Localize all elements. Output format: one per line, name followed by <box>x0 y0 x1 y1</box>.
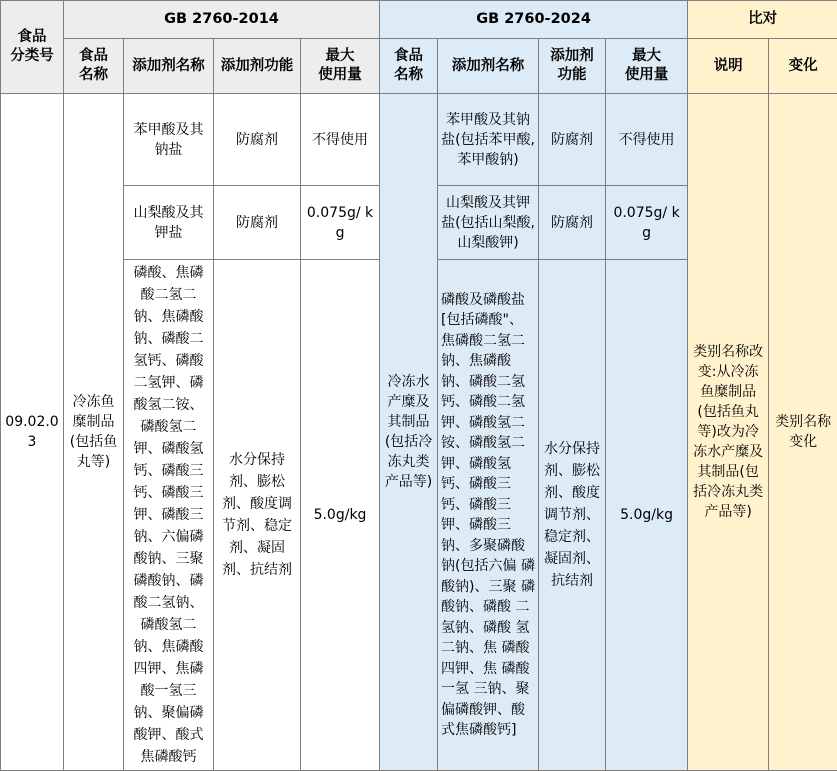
old-additive-function-cell: 防腐剂 <box>214 94 301 186</box>
table-row <box>1 94 837 186</box>
header-old-additive-name: 添加剂名称 <box>124 39 214 94</box>
new-max-usage-cell: 0.075g/ kg <box>606 186 688 260</box>
new-additive-function-cell: 防腐剂 <box>539 186 606 260</box>
header-food-code: 食品 分类号 <box>1 1 64 94</box>
old-max-usage-cell: 5.0g/kg <box>301 260 380 771</box>
new-additive-function-cell: 水分保持 剂、膨松 剂、酸度调节剂、 稳定剂、 凝固剂、抗结剂 <box>539 260 606 771</box>
old-food-name-cell: 冷冻鱼糜制品(包括鱼丸等) <box>64 94 124 771</box>
new-additive-name-cell: 磷酸及磷酸盐[包括磷酸"、焦磷酸二氢二钠、焦磷酸钠、磷酸二氢钙、磷酸二氢钾、磷酸氢二铵、磷酸氢二钾、磷酸氢钙、磷酸三钙、磷酸三钾、磷酸三钠、多聚磷酸钠(包括六偏 磷酸钠)、三聚 磷酸钠、磷酸 二氢钠、磷酸 氢二钠、焦 磷酸四钾、焦 磷酸一氢 三钠、聚偏磷酸钾、酸式焦磷酸钙] <box>438 260 539 771</box>
old-max-usage-cell: 不得使用 <box>301 94 380 186</box>
change-cell: 类别名称变化 <box>769 94 837 771</box>
header-new-food-name: 食品 名称 <box>380 39 438 94</box>
old-max-usage-cell: 0.075g/ kg <box>301 186 380 260</box>
new-max-usage-cell: 5.0g/kg <box>606 260 688 771</box>
header-old-standard: GB 2760-2014 <box>64 1 380 39</box>
new-additive-function-cell: 防腐剂 <box>539 94 606 186</box>
header-explanation: 说明 <box>688 39 769 94</box>
old-additive-name-cell: 山梨酸及其钾盐 <box>124 186 214 260</box>
new-additive-name-cell: 苯甲酸及其钠盐(包括苯甲酸,苯甲酸钠) <box>438 94 539 186</box>
header-old-max-usage: 最大 使用量 <box>301 39 380 94</box>
header-old-food-name: 食品 名称 <box>64 39 124 94</box>
new-additive-name-cell: 山梨酸及其钾盐(包括山梨酸,山梨酸钾) <box>438 186 539 260</box>
header-new-max-usage: 最大 使用量 <box>606 39 688 94</box>
header-new-additive-function: 添加剂 功能 <box>539 39 606 94</box>
old-additive-name-cell: 磷酸、焦磷酸二氢二钠、焦磷酸钠、磷酸二氢钙、磷酸二氢钾、磷酸氢二铵、磷酸氢二钾、磷酸氢钙、磷酸三钙、磷酸三钾、磷酸三钠、六偏磷酸钠、三聚磷酸钠、磷酸二氢钠、磷酸氢二钠、焦磷酸四钾、焦磷酸一氢三钠、聚偏磷酸钾、酸式焦磷酸钙 <box>124 260 214 771</box>
header-compare: 比对 <box>688 1 837 39</box>
header-new-standard: GB 2760-2024 <box>380 1 688 39</box>
old-additive-function-cell: 水分保持剂、膨松剂、酸度调节剂、稳定剂、凝固剂、抗结剂 <box>214 260 301 771</box>
new-max-usage-cell: 不得使用 <box>606 94 688 186</box>
old-additive-function-cell: 防腐剂 <box>214 186 301 260</box>
food-code-cell: 09.02.03 <box>1 94 64 771</box>
header-new-additive-name: 添加剂名称 <box>438 39 539 94</box>
explanation-cell: 类别名称改 变:从冷冻 鱼糜制品 (包括鱼丸 等)改为冷 冻水产糜及 其制品(包 括冷冻丸类 产品等) <box>688 94 769 771</box>
header-change: 变化 <box>769 39 837 94</box>
old-additive-name-cell: 苯甲酸及其钠盐 <box>124 94 214 186</box>
new-food-name-cell: 冷冻水产糜及其制品(包括冷冻丸类产品等) <box>380 94 438 771</box>
header-old-additive-function: 添加剂功能 <box>214 39 301 94</box>
